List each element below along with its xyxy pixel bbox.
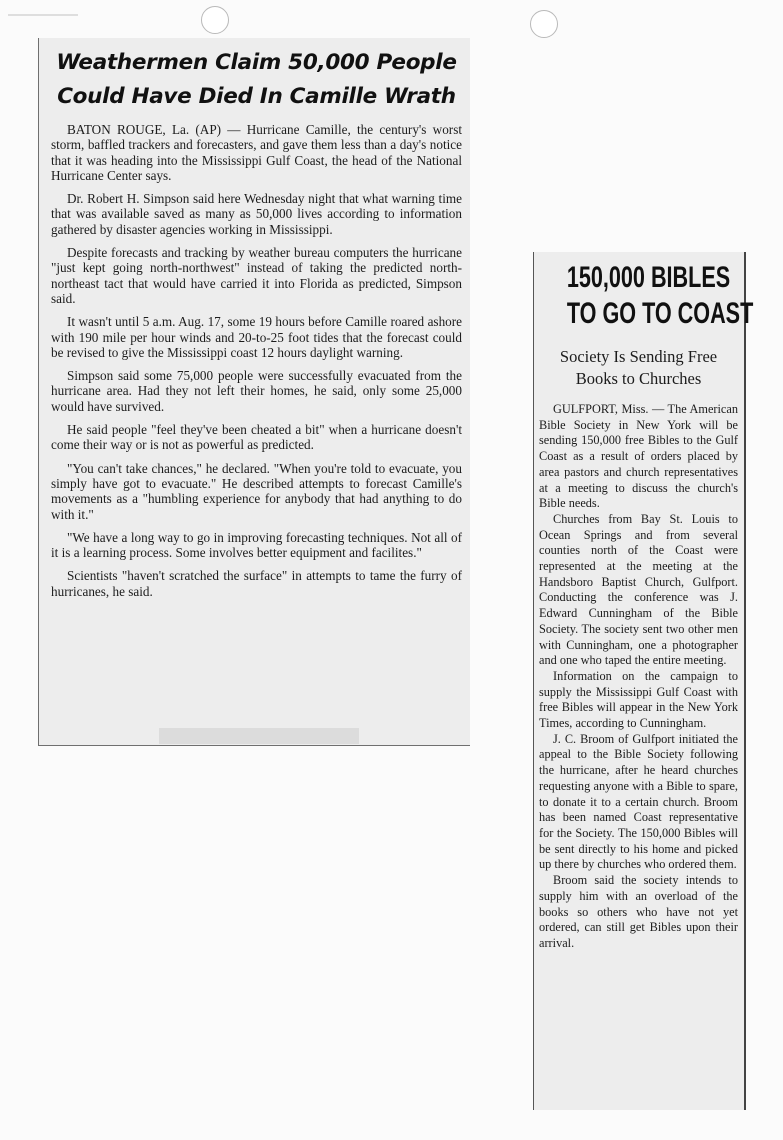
scan-mark bbox=[8, 14, 78, 16]
scan-smudge bbox=[159, 728, 359, 744]
paragraph: Broom said the society intends to supply him with an overload of the books so others who have not yet ordered, can still get Bibles upon their arrival. bbox=[539, 873, 738, 950]
paragraph: J. C. Broom of Gulfport initiated the appeal to the Bible Society following the hurricane, after he heard churches requesting anyone with a Bible to spare, to donate it to a certain church. Broom has been named Coast representative for the Society. The 150,000 Bibles will be sent directly to his home and picked up there by churches who ordered them. bbox=[539, 731, 738, 872]
paragraph: Churches from Bay St. Louis to Ocean Springs and from several counties north of the Coast were represented at the meeting at the Handsboro Baptist Church, Gulfport. Conducting the conference was J. Edward Cunningham of the Bible Society. The society sent two other men with Cunningham, one a photographer and one who taped the entire meeting. bbox=[539, 511, 738, 668]
paragraph: Scientists "haven't scratched the surface" in attempts to tame the furry of hurricanes, he said. bbox=[51, 568, 462, 599]
paragraph: It wasn't until 5 a.m. Aug. 17, some 19 hours before Camille roared ashore with 190 mile per hour winds and 20-to-25 foot tides that the forecast could be revised to give the Mississippi coast 12 hours daylight warning. bbox=[51, 314, 462, 360]
paragraph: Despite forecasts and tracking by weather bureau computers the hurricane "just kept going north-northwest" instead of taking the predicted north-northeast tact that would have carried it into Florida as predicted, Simpson said. bbox=[51, 245, 462, 306]
paragraph: GULFPORT, Miss. — The American Bible Society in New York will be sending 150,000 free Bibles to the Gulf Coast as a result of orders placed by area pastors and church representatives at a meeting to discuss the church's Bible needs. bbox=[539, 402, 738, 511]
headline bbox=[566, 260, 754, 332]
clipping-bibles bbox=[533, 252, 754, 1110]
headline-line: TO GO TO COAST bbox=[566, 297, 754, 330]
paragraph: Simpson said some 75,000 people were successfully evacuated from the hurricane area. Had they not left their homes, he said, only some 25,000 would have survived. bbox=[51, 368, 462, 414]
paragraph: "You can't take chances," he declared. "When you're told to evacuate, you simply have got to evacuate." He described attempts to forecast Camille's movements as a "humbling experience for anybody that had anything to do with it." bbox=[51, 460, 462, 522]
headline: Weathermen Claim 50,000 People Could Have Died In Camille Wrath bbox=[56, 50, 457, 109]
article-body bbox=[539, 402, 738, 952]
headline-line: 150,000 BIBLES bbox=[566, 261, 731, 294]
punch-hole bbox=[201, 6, 229, 34]
paragraph: He said people "feel they've been cheated a bit" when a hurricane doesn't come their way or is not as powerful as predicted. bbox=[51, 422, 462, 453]
subheadline: Society Is Sending Free Books to Churches bbox=[559, 347, 718, 388]
clipping-weathermen bbox=[38, 38, 470, 746]
paragraph: BATON ROUGE, La. (AP) — Hurricane Camille, the century's worst storm, baffled trackers and forecasters, and gave them less than a day's notice that it was heading into the Mississippi Gulf Coast, the head of the National Hurricane Center says. bbox=[51, 122, 462, 183]
paragraph: "We have a long way to go in improving forecasting techniques. Not all of it is a learning process. Some involves better equipment and facilites." bbox=[51, 529, 462, 561]
paragraph: Information on the campaign to supply the Mississippi Gulf Coast with free Bibles will appear in the New York Times, according to Cunningham. bbox=[539, 668, 738, 731]
paragraph: Dr. Robert H. Simpson said here Wednesday night that what warning time that was available saved as many as 50,000 lives according to information gathered by disaster agencies working in Mississippi. bbox=[51, 191, 462, 237]
article-body bbox=[51, 122, 462, 599]
punch-hole bbox=[530, 10, 558, 38]
